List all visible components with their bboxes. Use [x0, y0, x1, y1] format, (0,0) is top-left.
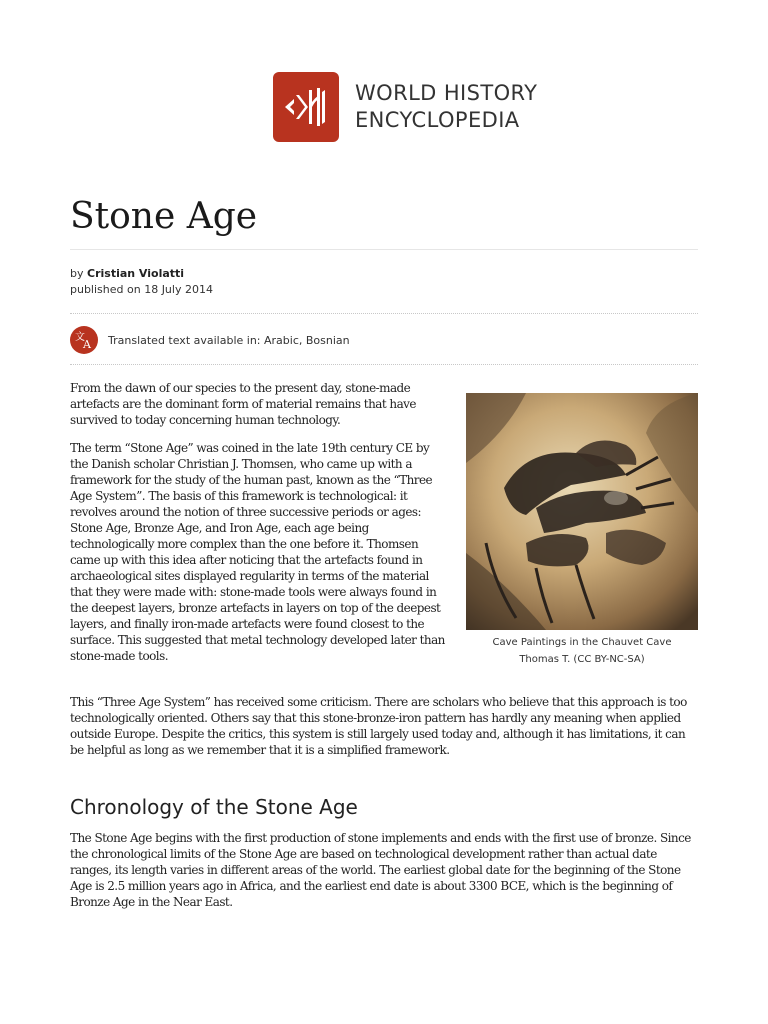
article-title: Stone Age — [70, 196, 258, 237]
translation-text[interactable]: Translated text available in: Arabic, Bosnian — [108, 333, 350, 347]
published-date: published on 18 July 2014 — [70, 283, 213, 296]
section-heading-chronology: Chronology of the Stone Age — [70, 795, 358, 819]
figure-cave-paintings — [466, 393, 698, 668]
svg-text:文: 文 — [75, 332, 85, 343]
translation-divider — [70, 364, 698, 365]
translate-icon[interactable] — [70, 326, 98, 354]
figure-caption — [466, 634, 698, 668]
paragraph-criticism: This “Three Age System” has received some criticism. There are scholars who believe that this approach is too technologically oriented. Others say that this stone-bronze-iron pattern has hardly any meaning when applied outside Europe. Despite the critics, this system is still largely used today and, although it has limitations, it can be helpful as long as we remember that it is a simplified framework. — [70, 695, 687, 757]
byline — [70, 266, 213, 282]
author-link[interactable]: Cristian Violatti — [87, 267, 185, 280]
translation-notice — [70, 326, 350, 354]
caption-title: Cave Paintings in the Chauvet Cave — [492, 637, 672, 648]
meta-divider — [70, 313, 698, 314]
world-history-logo-icon — [273, 72, 339, 142]
site-logo[interactable] — [273, 72, 537, 142]
paragraph-chronology: The Stone Age begins with the first production of stone implements and ends with the first use of bronze. Since the chronological limits of the Stone Age are based on technological development rather than actual date ranges, its length varies in different areas of the world. The earliest global date for the beginning of the Stone Age is 2.5 million years ago in Africa, and the earliest end date is about 3300 BCE, which is the beginning of Bronze Age in the Near East. — [70, 831, 691, 909]
title-divider — [70, 249, 698, 250]
by-label: by — [70, 267, 84, 280]
logo-wordmark — [355, 80, 537, 134]
paragraph-intro: From the dawn of our species to the present day, stone-made artefacts are the dominant form of material remains that have survived to today concerning human technology. — [70, 381, 416, 427]
caption-credit[interactable]: Thomas T. (CC BY-NC-SA) — [519, 654, 645, 665]
svg-text:A: A — [83, 338, 91, 350]
article-meta — [70, 266, 213, 298]
cave-painting-image[interactable] — [466, 393, 698, 630]
logo-line-2: ENCYCLOPEDIA — [355, 108, 520, 132]
paragraph-three-age-system: The term “Stone Age” was coined in the late 19th century CE by the Danish scholar Christian J. Thomsen, who came up with a framework for the study of the human past, known as the “Three Age System”. The basis of this framework is technological: it revolves around the notion of three successive periods or ages: Stone Age, Bronze Age, and Iron Age, each age being technologically more complex than the one before it. Thomsen came up with this idea after noticing that the artefacts found in archaeological sites displayed regularity in terms of the material that they were made with: stone-made tools were always found in the deepest layers, bronze artefacts in layers on top of the deepest layers, and finally iron-made artefacts were found closest to the surface. This suggested that metal technology developed later than stone-made tools. — [70, 441, 445, 663]
logo-line-1: WORLD HISTORY — [355, 81, 538, 105]
